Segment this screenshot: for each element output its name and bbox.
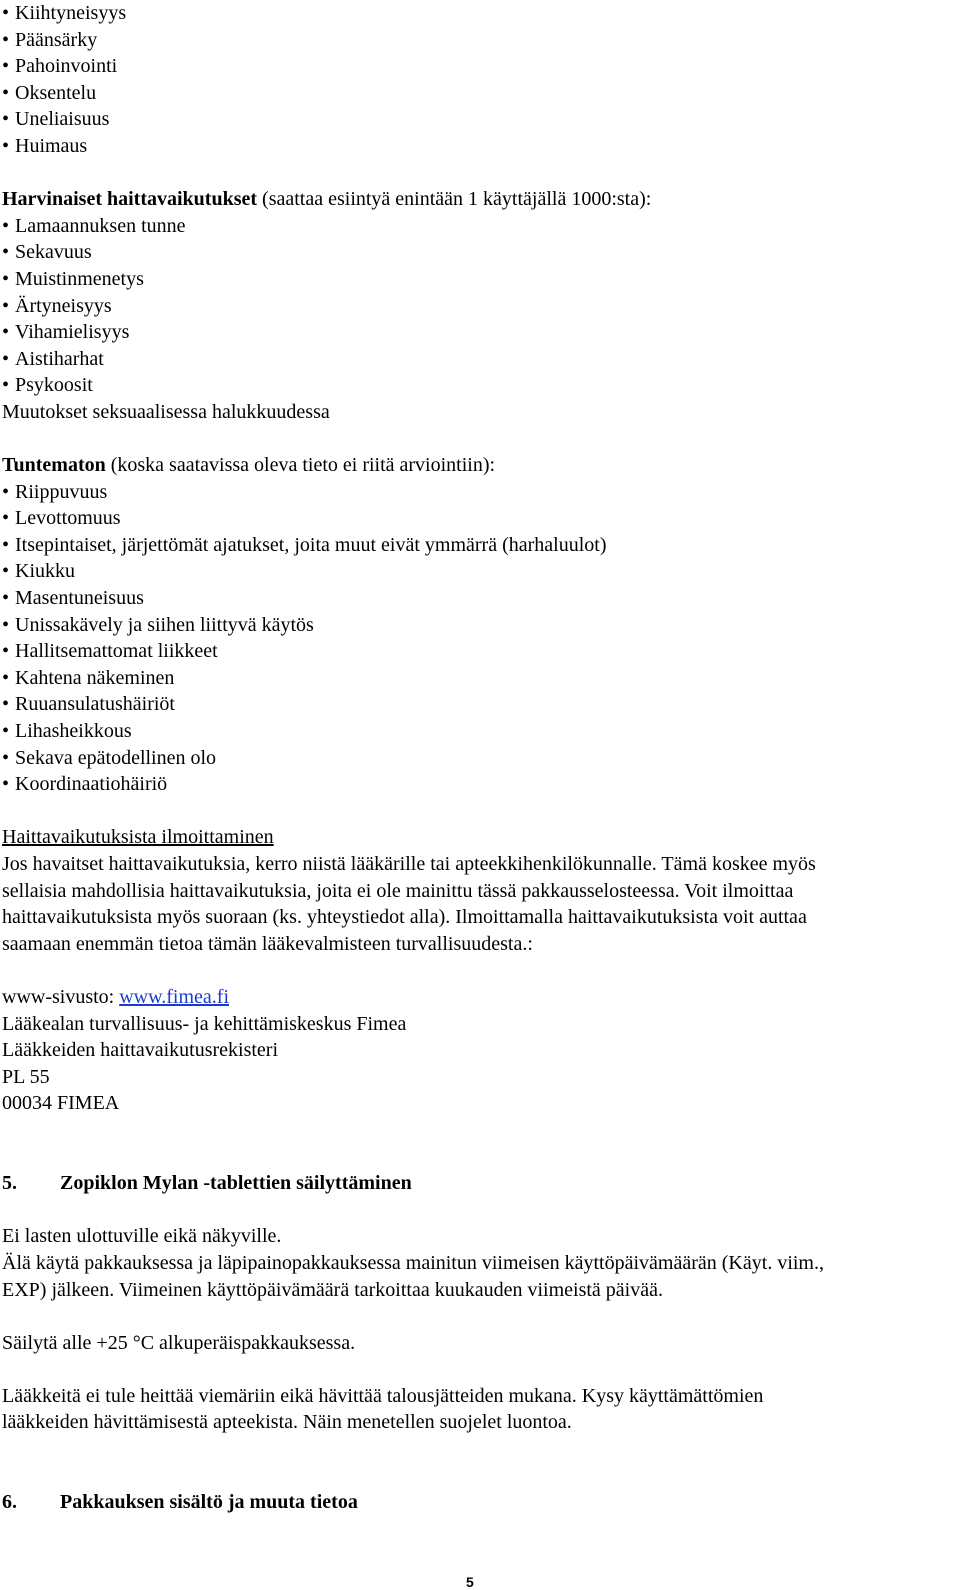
address-line: Lääkkeiden haittavaikutusrekisteri: [2, 1039, 279, 1062]
storage-line: Ei lasten ulottuville eikä näkyville.: [2, 1225, 282, 1248]
address-line: Lääkealan turvallisuus- ja kehittämiskeskus Fimea: [2, 1012, 407, 1035]
storage-temperature: Säilytä alle +25 °C alkuperäispakkauksessa.: [2, 1331, 356, 1354]
section-title: Zopiklon Mylan -tablettien säilyttäminen: [60, 1172, 412, 1195]
reporting-paragraph-line: saamaan enemmän tietoa tämän lääkevalmisteen turvallisuudesta.:: [2, 932, 533, 955]
website-line: [2, 984, 952, 1011]
website-label: www-sivusto:: [2, 985, 120, 1008]
section-6-heading: [2, 1489, 952, 1516]
list-item: • Aistiharhat: [2, 346, 952, 373]
common-side-effects-list: [2, 0, 952, 160]
list-item: • Vihamielisyys: [2, 319, 952, 346]
list-item: • Psykoosit: [2, 372, 952, 399]
list-item: • Kiukku: [2, 558, 952, 585]
list-item: • Ruuansulatushäiriöt: [2, 691, 952, 718]
address-line: PL 55: [2, 1065, 50, 1088]
list-item: • Kahtena näkeminen: [2, 665, 952, 692]
unknown-side-effects-list: [2, 479, 952, 798]
storage-line: EXP) jälkeen. Viimeinen käyttöpäivämäärä tarkoittaa kuukauden viimeistä päivää.: [2, 1278, 663, 1301]
fimea-link[interactable]: www.fimea.fi: [119, 985, 230, 1008]
list-item: • Masentuneisuus: [2, 585, 952, 612]
list-item: • Päänsärky: [2, 27, 952, 54]
list-item: • Kiihtyneisyys: [2, 0, 952, 27]
list-item: • Lihasheikkous: [2, 718, 952, 745]
list-item: • Huimaus: [2, 133, 952, 160]
list-item: • Hallitsemattomat liikkeet: [2, 638, 952, 665]
list-item: • Levottomuus: [2, 505, 952, 532]
unknown-note: (koska saatavissa oleva tieto ei riitä arviointiin):: [105, 454, 496, 477]
page-number: 5: [466, 1574, 474, 1590]
rare-extra-line: Muutokset seksuaalisessa halukkuudessa: [2, 400, 330, 423]
storage-line: Älä käytä pakkauksessa ja läpipainopakkauksessa mainitun viimeisen käyttöpäivämäärän (Käyt. viim.,: [2, 1251, 824, 1274]
disposal-line: Lääkkeitä ei tule heittää viemäriin eikä hävittää talousjätteiden mukana. Kysy käyttämättömien: [2, 1384, 764, 1407]
list-item: • Muistinmenetys: [2, 266, 952, 293]
disposal-line: lääkkeiden hävittämisestä apteekista. Näin menetellen suojelet luontoa.: [2, 1411, 572, 1434]
reporting-heading: Haittavaikutuksista ilmoittaminen: [2, 826, 274, 849]
list-item: • Koordinaatiohäiriö: [2, 771, 952, 798]
rare-heading: Harvinaiset haittavaikutukset: [2, 188, 258, 211]
unknown-heading: Tuntematon: [2, 454, 106, 477]
section-number: 6.: [2, 1491, 17, 1514]
unknown-heading-line: [2, 452, 952, 479]
list-item: • Lamaannuksen tunne: [2, 213, 952, 240]
list-item: • Sekavuus: [2, 239, 952, 266]
document-page: [2, 0, 952, 1516]
rare-side-effects-list: [2, 213, 952, 399]
rare-note: (saattaa esiintyä enintään 1 käyttäjällä 1000:sta):: [257, 188, 652, 211]
section-title: Pakkauksen sisältö ja muuta tietoa: [60, 1491, 358, 1514]
reporting-paragraph-line: haittavaikutuksista myös suoraan (ks. yhteystiedot alla). Ilmoittamalla haittavaikutuksista voit auttaa: [2, 906, 807, 929]
reporting-paragraph-line: Jos havaitset haittavaikutuksia, kerro niistä lääkärille tai apteekkihenkilökunnalle. Tämä koskee myös: [2, 853, 816, 875]
list-item: • Itsepintaiset, järjettömät ajatukset, joita muut eivät ymmärrä (harhaluulot): [2, 532, 952, 559]
list-item: • Riippuvuus: [2, 479, 952, 506]
rare-heading-line: [2, 186, 952, 213]
list-item: • Oksentelu: [2, 80, 952, 107]
address-line: 00034 FIMEA: [2, 1092, 120, 1115]
reporting-paragraph-line: sellaisia mahdollisia haittavaikutuksia, joita ei ole mainittu tässä pakkausselosteessa. Voit ilmoittaa: [2, 879, 794, 902]
section-5-heading: [2, 1170, 952, 1197]
list-item: • Sekava epätodellinen olo: [2, 745, 952, 772]
section-number: 5.: [2, 1172, 17, 1195]
list-item: • Unissakävely ja siihen liittyvä käytös: [2, 612, 952, 639]
list-item: • Ärtyneisyys: [2, 293, 952, 320]
list-item: • Pahoinvointi: [2, 53, 952, 80]
list-item: • Uneliaisuus: [2, 106, 952, 133]
